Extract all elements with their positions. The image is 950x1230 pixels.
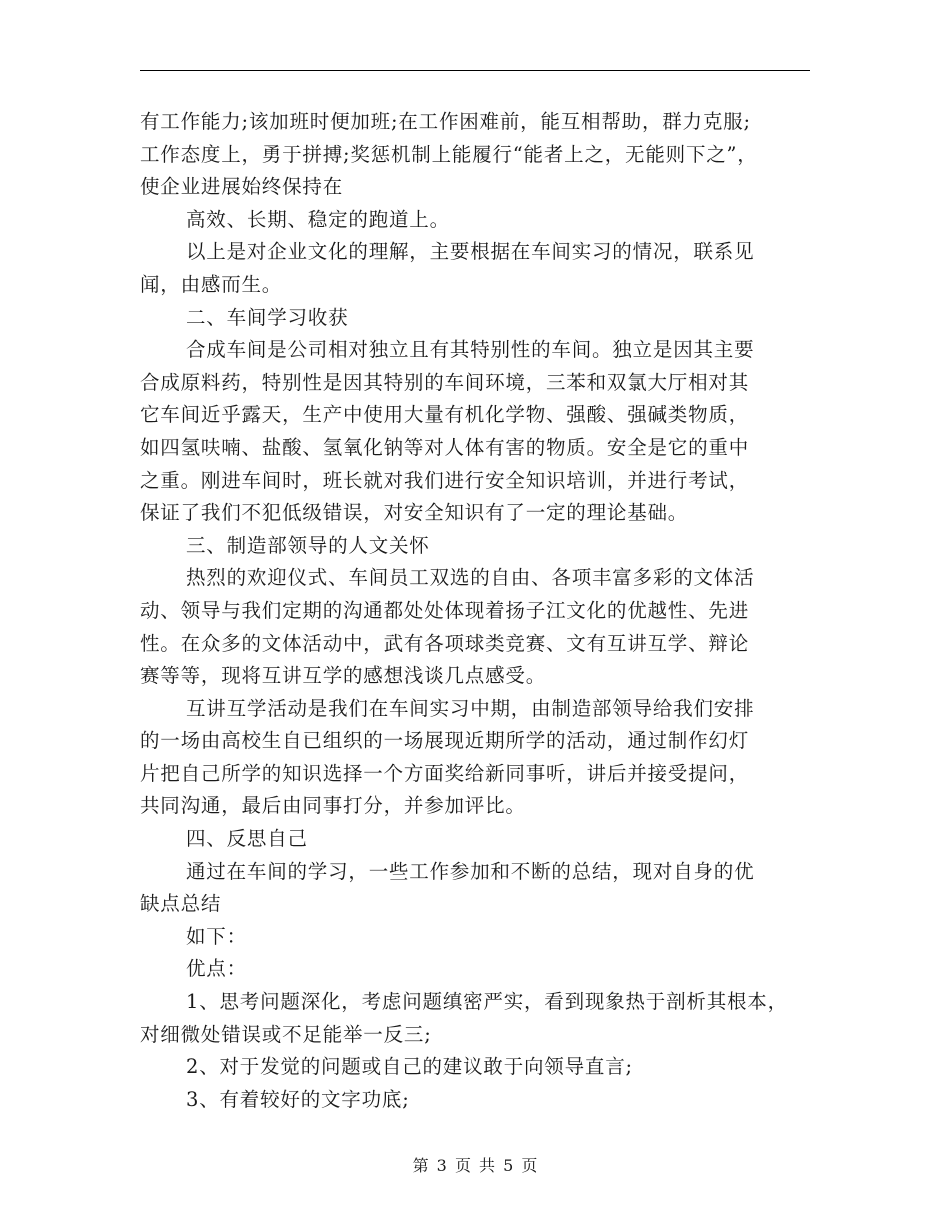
section-heading: 三、制造部领导的人文关怀	[186, 533, 430, 557]
text-line: 赛等等，现将互讲互学的感想浅谈几点感受。	[140, 664, 547, 688]
text-line: 的一场由高校生自已组织的一场展现近期所学的活动，通过制作幻灯	[140, 729, 750, 753]
text-line: 以上是对企业文化的理解，主要根据在车间实习的情况，联系见	[186, 240, 755, 264]
text-line: 合成车间是公司相对独立且有其特别性的车间。独立是因其主要	[186, 338, 755, 362]
text-line: 缺点总结	[140, 892, 222, 916]
page-number-footer: 第 3 页 共 5 页	[412, 1156, 538, 1175]
text-line: 有工作能力;该加班时便加班;在工作困难前，能互相帮助，群力克服;	[140, 110, 751, 133]
text-line: 闻，由感而生。	[140, 272, 283, 296]
text-line: 之重。刚进车间时，班长就对我们进行安全知识培训，并进行考试，	[140, 468, 750, 492]
text-line: 共同沟通，最后由同事打分，并参加评比。	[140, 794, 526, 818]
list-item: 3、有着较好的文字功底;	[186, 1087, 410, 1111]
text-line: 互讲互学活动是我们在车间实习中期，由制造部领导给我们安排	[186, 696, 755, 720]
text-line: 如四氢呋喃、盐酸、氢氧化钠等对人体有害的物质。安全是它的重中	[140, 435, 750, 459]
text-line: 动、领导与我们定期的沟通都处处体现着扬子江文化的优越性、先进	[140, 598, 750, 622]
text-line: 热烈的欢迎仪式、车间员工双选的自由、各项丰富多彩的文体活	[186, 566, 755, 590]
text-line: 对细微处错误或不足能举一反三;	[140, 1022, 432, 1046]
text-line: 合成原料药，特别性是因其特别的车间环境，三苯和双氯大厅相对其	[140, 370, 750, 394]
document-body	[140, 106, 820, 1116]
text-line: 工作态度上，勇于拼搏;奖惩机制上能履行“能者上之，无能则下之”，	[140, 142, 758, 166]
text-line: 通过在车间的学习，一些工作参加和不断的总结，现对自身的优	[186, 859, 755, 883]
text-line: 性。在众多的文体活动中，武有各项球类竞赛、文有互讲互学、辩论	[140, 631, 750, 655]
list-item: 1、思考问题深化，考虑问题缜密严实，看到现象热于剖析其根本，	[186, 990, 788, 1014]
section-heading: 四、反思自己	[186, 827, 308, 851]
text-line: 使企业进展始终保持在	[140, 175, 344, 199]
text-line: 保证了我们不犯低级错误，对安全知识有了一定的理论基础。	[140, 501, 689, 525]
text-line: 优点：	[186, 957, 247, 981]
text-line: 它车间近乎露天，生产中使用大量有机化学物、强酸、强碱类物质，	[140, 403, 750, 427]
text-line: 高效、长期、稳定的跑道上。	[186, 207, 450, 231]
text-line: 如下：	[186, 924, 247, 948]
header-rule	[140, 70, 810, 71]
section-heading: 二、车间学习收获	[186, 305, 349, 329]
text-line: 片把自己所学的知识选择一个方面奖给新同事听，讲后并接受提问，	[140, 761, 750, 785]
list-item: 2、对于发觉的问题或自己的建议敢于向领导直言;	[186, 1055, 633, 1079]
